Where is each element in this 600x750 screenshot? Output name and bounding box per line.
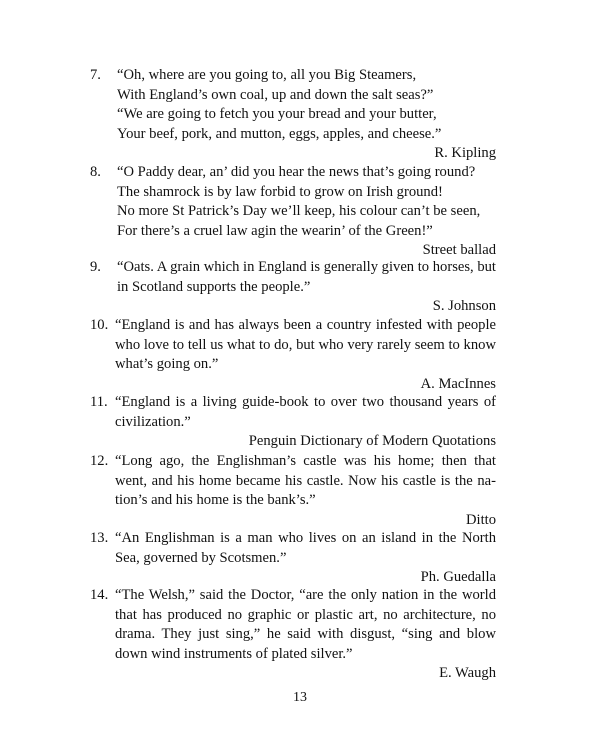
quote-line: With England’s own coal, up and down the salt seas?”: [117, 86, 434, 103]
quote-number: 14.: [90, 587, 109, 603]
quote-number: 8.: [90, 164, 101, 180]
quote-number: 10.: [90, 317, 109, 333]
quote-line: who love to tell us what to do, but who very rarely seem to know: [115, 336, 496, 353]
quote-line: what’s going on.”: [115, 356, 219, 373]
quote-9: [90, 258, 496, 317]
quote-line: down wind instruments of plated silver.”: [115, 645, 353, 662]
page-number: 13: [293, 690, 307, 705]
quote-line: No more St Patrick’s Day we’ll keep, his colour can’t be seen,: [117, 203, 481, 220]
quote-line: civilization.”: [115, 413, 191, 430]
quote-number: 12.: [90, 453, 109, 469]
quote-attribution: R. Kipling: [434, 145, 496, 162]
quote-line: in Scotland supports the people.”: [117, 278, 311, 295]
quote-number: 9.: [90, 259, 101, 275]
quote-line: “England is a living guide-book to over two thousand years of: [115, 394, 496, 410]
quote-line: drama. They just sing,” he said with disgust, “sing and blow: [115, 626, 496, 643]
quote-line: “An Englishman is a man who lives on an island in the North: [115, 530, 496, 546]
quote-line: “O Paddy dear, an’ did you hear the news that’s going round?: [117, 164, 476, 180]
quote-number: 11.: [90, 394, 108, 410]
quote-line: that has produced no graphic or plastic art, no architecture, no: [115, 606, 496, 623]
quote-7: [90, 66, 496, 164]
quote-line: “Oats. A grain which in England is generally given to horses, but: [117, 259, 496, 275]
quote-attribution: E. Waugh: [439, 665, 496, 682]
quote-attribution: Ditto: [466, 511, 496, 528]
quote-line: For there’s a cruel law agin the wearin’ of the Green!”: [117, 222, 433, 239]
quote-attribution: Penguin Dictionary of Modern Quotations: [248, 433, 496, 450]
quote-line: tion’s and his home is the bank’s.”: [115, 492, 316, 509]
quote-attribution: Ph. Guedalla: [420, 569, 496, 586]
quote-8: [90, 163, 496, 261]
quote-attribution: S. Johnson: [432, 298, 496, 315]
quote-line: went, and his home became his castle. Now his castle is the na-: [115, 472, 496, 489]
quote-line: “Oh, where are you going to, all you Big Steamers,: [117, 67, 417, 83]
quote-14: [90, 586, 496, 684]
quote-12: [90, 452, 496, 530]
quote-11: [90, 393, 496, 452]
quote-number: 13.: [90, 530, 109, 546]
quote-line: The shamrock is by law forbid to grow on Irish ground!: [117, 183, 443, 200]
quote-line: “Long ago, the Englishman’s castle was his home; then that: [115, 453, 496, 469]
quote-line: “We are going to fetch you your bread and your butter,: [117, 106, 437, 123]
quote-line: “England is and has always been a country infested with people: [115, 317, 496, 333]
quote-attribution: A. MacInnes: [420, 375, 496, 392]
quote-line: Your beef, pork, and mutton, eggs, apples, and cheese.”: [117, 125, 442, 142]
quote-line: “The Welsh,” said the Doctor, “are the only nation in the world: [115, 587, 496, 603]
quote-13: [90, 529, 496, 588]
quote-line: Sea, governed by Scotsmen.”: [115, 549, 287, 566]
quote-number: 7.: [90, 67, 101, 83]
quote-attribution: Street ballad: [422, 242, 496, 259]
quote-10: [90, 316, 496, 394]
